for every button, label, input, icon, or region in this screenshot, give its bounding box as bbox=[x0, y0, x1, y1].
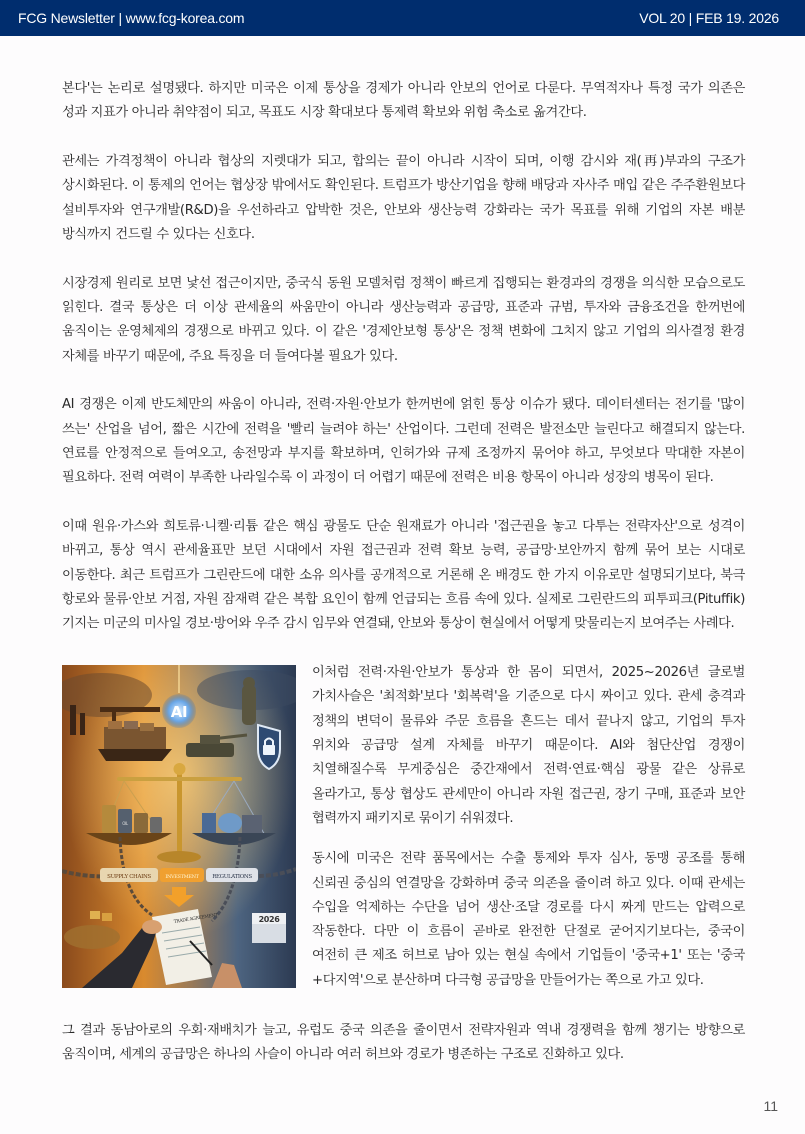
svg-text:REGULATIONS: REGULATIONS bbox=[212, 874, 252, 881]
issue-info: VOL 20 | FEB 19. 2026 bbox=[639, 10, 779, 26]
newsletter-title: FCG Newsletter | www.fcg-korea.com bbox=[18, 10, 245, 26]
paragraph: 시장경제 원리로 보면 낯선 접근이지만, 중국식 동원 모델처럼 정책이 빠르게 집행되는 환경과의 경쟁을 의식한 모습으로도 읽힌다. 결국 통상은 더 이상 관세율의 싸움만이 아니라 생산능력과 공급망, 표준과 규범, 투자와 금융조건을 한꺼번에 움직이는 운영체제의 경쟁으로 바뀌고 있다. 이 같은 '경제안보형 통상'은 정책 변화에 그치지 않고 기업의 의사결정 환경 자체를 바꾸기 때문에, 주요 특징을 더 들여다볼 필요가 있다. bbox=[62, 275, 745, 364]
svg-text:2026: 2026 bbox=[258, 915, 280, 925]
paragraph: 이때 원유·가스와 희토류·니켈·리튬 같은 핵심 광물도 단순 원재료가 아니라 '접근권을 놓고 다투는 전략자산'으로 성격이 바뀌고, 통상 역시 관세율표만 보던 시대에서 자원 접근권과 전력 확보 능력, 공급망·보안까지 함께 묶어 보는 시대로 이동한다. 최근 트럼프가 그린란드에 대한 소유 의사를 공개적으로 거론해 온 배경도 한 가지 이유로만 설명되기보다, 북극 항로와 물류·안보 거점, 자원 잠재력 같은 복합 요인이 함께 언급되는 흐름 속에 있다. 실제로 그린란드의 피투피크(Pituffik) 기지는 미군의 미사일 경보·방어와 우주 감시 임무와 연결돼, 안보와 통상이 현실에서 어떻게 맞물리는지 보여주는 사례다. bbox=[62, 519, 745, 632]
svg-text:SUPPLY CHAINS: SUPPLY CHAINS bbox=[107, 874, 151, 881]
closing-paragraph: 그 결과 동남아로의 우회·재배치가 늘고, 유럽도 중국 의존을 줄이면서 전략자원과 역내 경쟁력을 함께 챙기는 방향으로 움직이며, 세계의 공급망은 하나의 사슬이 아니라 여러 허브와 경로가 병존하는 구조로 진화하고 있다. bbox=[62, 1023, 745, 1063]
svg-text:AI: AI bbox=[170, 703, 188, 722]
page-number: 11 bbox=[763, 1098, 778, 1114]
paragraph: 본다'는 논리로 설명됐다. 하지만 미국은 이제 통상을 경제가 아니라 안보의 언어로 다룬다. 무역적자나 특정 국가 의존은 성과 지표가 아니라 취약점이 되고, 목표도 시장 확대보다 통제력 확보와 위험 축소로 옮겨간다. bbox=[62, 81, 745, 121]
side-text bbox=[312, 661, 745, 1009]
paragraph: 관세는 가격정책이 아니라 협상의 지렛대가 되고, 합의는 끝이 아니라 시작이 되며, 이행 감시와 재(再)부과의 구조가 상시화된다. 이 통제의 언어는 협상장 밖에서도 확인된다. 트럼프가 방산기업을 향해 배당과 자사주 매입 같은 주주환원보다 설비투자와 연구개발(R&D)을 우선하라고 압박한 것은, 안보와 생산능력 강화라는 국가 목표를 위해 기업의 자본 배분 방식까지 건드릴 수 있다는 신호다. bbox=[62, 154, 745, 242]
svg-text:INVESTMENT: INVESTMENT bbox=[165, 874, 199, 881]
paragraph: 이처럼 전력·자원·안보가 통상과 한 몸이 되면서, 2025~2026년 글로벌 가치사슬은 '최적화'보다 '회복력'을 기준으로 다시 짜이고 있다. 관세 충격과 정책의 변덕이 물류와 주문 흐름을 흔드는 데서 끝나지 않고, 기업의 투자 위치와 공급망 설계 자체를 바꾸기 때문이다. AI와 첨단산업 경쟁이 치열해질수록 무게중심은 중간재에서 전력·연료·핵심 광물 같은 상류로 올라가고, 통상 협상도 관세만이 아니라 자원 접근권, 장기 구매, 표준과 보안 협력까지 패키지로 묶이기 쉬워졌다. bbox=[312, 665, 745, 826]
article-body bbox=[62, 77, 745, 1092]
svg-text:OIL: OIL bbox=[122, 821, 128, 827]
figure-with-text bbox=[62, 661, 745, 1009]
newsletter-header bbox=[0, 0, 805, 36]
paragraph: AI 경쟁은 이제 반도체만의 싸움이 아니라, 전력·자원·안보가 한꺼번에 얽힌 통상 이슈가 됐다. 데이터센터는 전기를 '많이 쓰는' 산업을 넘어, 짧은 시간에 전력을 '빨리 늘려야 하는' 산업이다. 그런데 전력은 발전소만 늘린다고 해결되지 않는다. 연료를 안정적으로 들여오고, 송전망과 부지를 확보하며, 인허가와 규제 조정까지 묶어야 하고, 무엇보다 막대한 자본이 필요하다. 전력 여력이 부족한 나라일수록 이 과정이 더 어렵기 때문에 전력은 비용 항목이 아니라 성장의 병목이 된다. bbox=[62, 397, 745, 486]
article-illustration bbox=[62, 665, 296, 988]
paragraph: 동시에 미국은 전략 품목에서는 수출 통제와 투자 심사, 동맹 공조를 통해 신뢰권 중심의 연결망을 강화하며 중국 의존을 줄이려 하고 있다. 이때 관세는 수입을 억제하는 수단을 넘어 생산·조달 경로를 다시 짜게 만드는 압력으로 작동한다. 다만 이 흐름이 곧바로 완전한 단절로 굳어지기보다는, 중국이 여전히 큰 제조 허브로 남아 있는 현실 속에서 기업들이 '중국+1' 또는 '중국+다지역'으로 분산하며 다극형 공급망을 만들어가는 쪽으로 가고 있다. bbox=[312, 851, 745, 988]
svg-text:TRADE AGREEMENT: TRADE AGREEMENT bbox=[173, 913, 219, 926]
